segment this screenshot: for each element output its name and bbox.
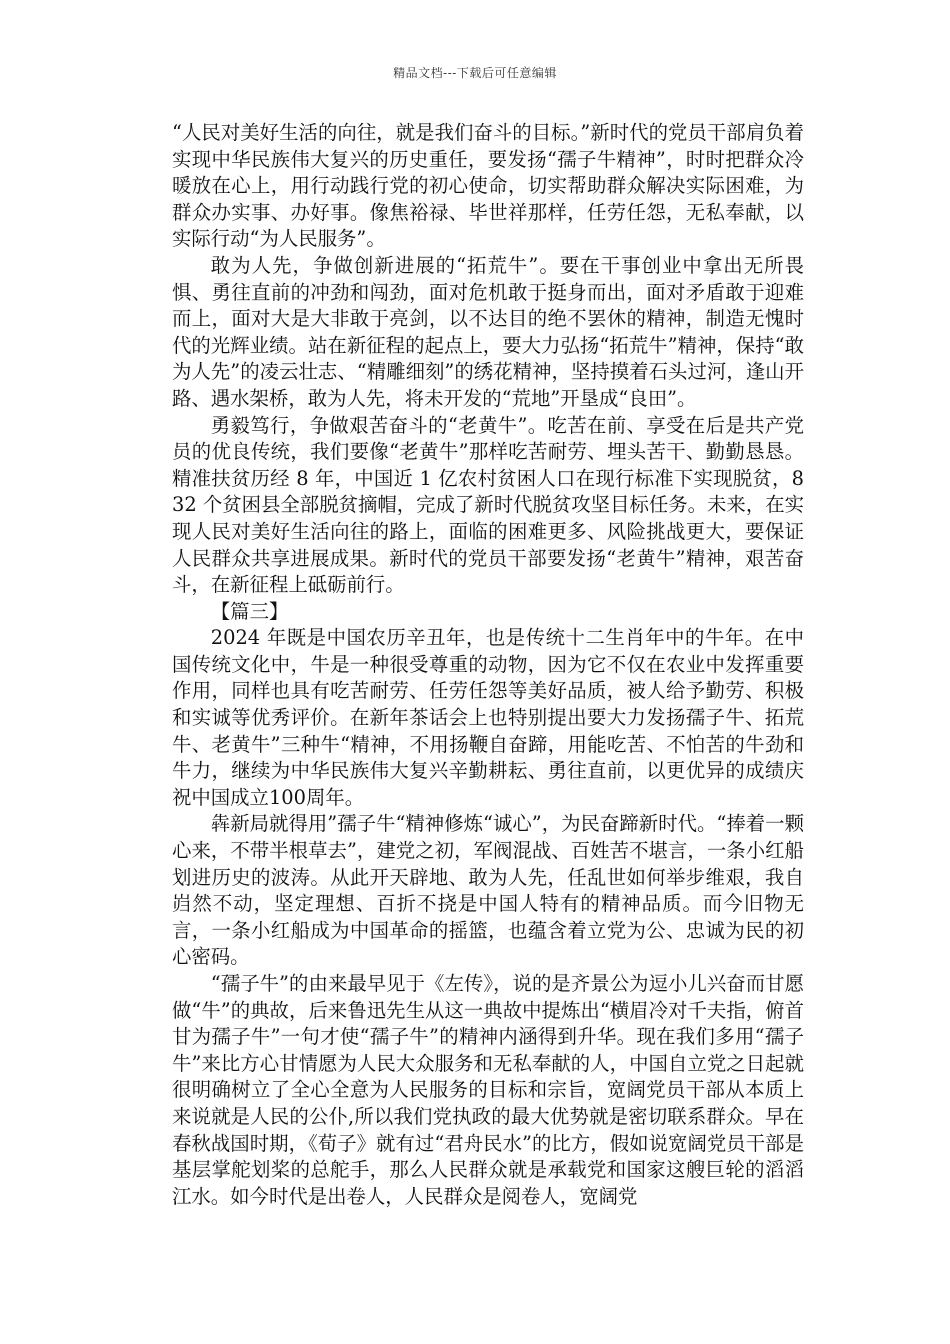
page-header: 精品文档---下载后可任意编辑 (393, 66, 557, 80)
section-heading: 【篇三】 (210, 599, 289, 623)
paragraph: “人民对美好生活的向往，就是我们奋斗的目标。”新时代的党员干部肩负着实现中华民族伟大复兴的历史重任，要发扬“孺子牛精神”，时时把群众冷暖放在心上，用行动践行党的初心使命，切实帮助群众解决实际困难，为群众办实事、办好事。像焦裕禄、毕世祥那样，任劳任怨，无私奉献，以实际行动“为人民服务”。 (172, 121, 804, 251)
document-body (172, 120, 804, 1210)
paragraph: 勇毅笃行，争做艰苦奋斗的“老黄牛”。吃苦在前、享受在后是共产党员的优良传统，我们要像“老黄牛”那样吃苦耐劳、埋头苦干、勤勤恳恳。精准扶贫历经 8 年，中国近 1 亿农村贫困人口在现行标准下实现脱贫，832 个贫困县全部脱贫摘帽，完成了新时代脱贫攻坚目标任务。未来，在实现人民对美好生活向往的路上，面临的困难更多、风险挑战更大，要保证人民群众共享进展成果。新时代的党员干部要发扬“老黄牛”精神，艰苦奋斗，在新征程上砥砺前行。 (172, 413, 804, 597)
paragraph: “孺子牛”的由来最早见于《左传》，说的是齐景公为逗小儿兴奋而甘愿做“牛”的典故，后来鲁迅先生从这一典故中提炼出“横眉冷对千夫指，俯首甘为孺子牛”一句才使“孺子牛”的精神内涵得到升华。现在我们多用“孺子牛”来比方心甘情愿为人民大众服务和无私奉献的人，中国自立党之日起就很明确树立了全心全意为人民服务的目标和宗旨，宽阔党员干部从本质上来说就是人民的公仆,所以我们党执政的最大优势就是密切联系群众。早在春秋战国时期，《荀子》就有过“君舟民水”的比方，假如说宽阔党员干部是基层掌舵划桨的总舵手，那么人民群众就是承载党和国家这艘巨轮的滔滔江水。如今时代是出卷人，人民群众是阅卷人，宽阔党 (172, 972, 804, 1208)
paragraph: 犇新局就得用”孺子牛“精神修炼“诚心”，为民奋蹄新时代。“捧着一颗心来，不带半根草去”，建党之初，军阀混战、百姓苦不堪言，一条小红船划进历史的波涛。从此开天辟地、敢为人先，任乱世如何举步维艰，我自岿然不动，坚定理想、百折不挠是中国人特有的精神品质。而今旧物无言，一条小红船成为中国革命的摇篮，也蕴含着立党为公、忠诚为民的初心密码。 (172, 812, 804, 969)
paragraph: 2024 年既是中国农历辛丑年，也是传统十二生肖年中的牛年。在中国传统文化中，牛是一种很受尊重的动物，因为它不仅在农业中发挥重要作用，同样也具有吃苦耐劳、任劳任怨等美好品质，被人给予勤劳、积极和实诚等优秀评价。在新年茶话会上也特别提出要大力发扬孺子牛、拓荒牛、老黄牛”三种牛“精神，不用扬鞭自奋蹄，用能吃苦、不怕苦的牛劲和牛力，继续为中华民族伟大复兴辛勤耕耘、勇往直前，以更优异的成绩庆祝中国成立100周年。 (172, 626, 804, 809)
paragraph: 敢为人先，争做创新进展的“拓荒牛”。要在干事创业中拿出无所畏惧、勇往直前的冲劲和闯劲，面对危机敢于挺身而出，面对矛盾敢于迎难而上，面对大是大非敢于亮剑，以不达目的绝不罢休的精神，制造无愧时代的光辉业绩。站在新征程的起点上，要大力弘扬“拓荒牛”精神，保持“敢为人先”的凌云壮志、“精雕细刻”的绣花精神，坚持摸着石头过河，逢山开路、遇水架桥，敢为人先，将未开发的“荒地”开垦成“良田”。 (172, 253, 804, 410)
